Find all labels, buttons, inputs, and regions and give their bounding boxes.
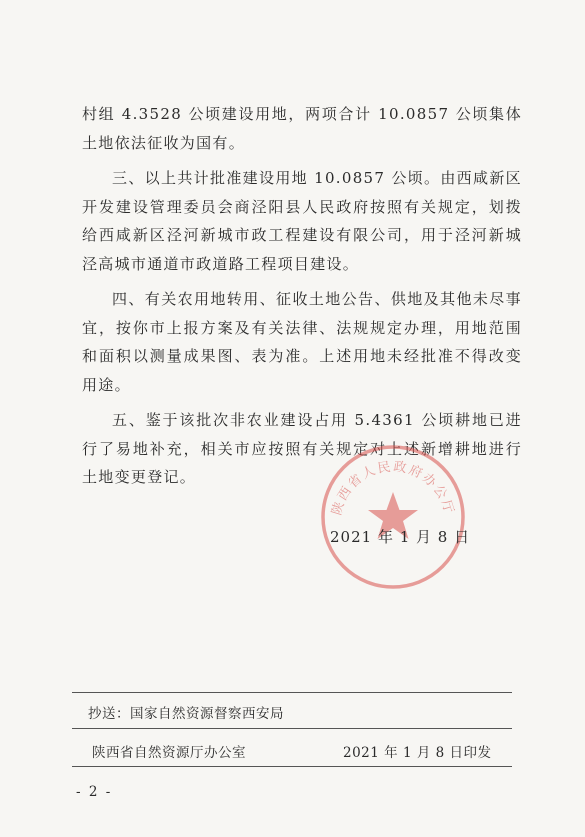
- paragraph-continuation: 村组 4.3528 公顷建设用地，两项合计 10.0857 公顷集体土地依法征收为国有。: [82, 105, 522, 152]
- document-date: 2021 年 1 月 8 日: [330, 528, 471, 546]
- document-body: [82, 100, 522, 499]
- cc-line: 抄送：国家自然资源督察西安局: [88, 706, 284, 722]
- divider-middle: [72, 728, 512, 729]
- issue-date: 2021 年 1 月 8 日印发: [343, 745, 492, 761]
- paragraph-4: 四、有关农用地转用、征收土地公告、供地及其他未尽事宜，按你市上报方案及有关法律、法规规定办理，用地范围和面积以测量成果图、表为准。上述用地未经批准不得改变用途。: [82, 290, 522, 394]
- divider-bottom: [72, 766, 512, 767]
- paragraph-5: 五、鉴于该批次非农业建设占用 5.4361 公顷耕地已进行了易地补充，相关市应按照有关规定对上述新增耕地进行土地变更登记。: [82, 411, 522, 486]
- paragraph-3: 三、以上共计批准建设用地 10.0857 公顷。由西咸新区开发建设管理委员会商泾阳县人民政府按照有关规定，划拨给西咸新区泾河新城市政工程建设有限公司，用于泾河新城泾高城市通道市政道路工程项目建设。: [82, 169, 522, 273]
- seal-text: 陕西省人民政府办公厅: [329, 459, 457, 518]
- page-number: - 2 -: [76, 784, 113, 800]
- divider-top: [72, 692, 512, 693]
- official-seal: [318, 442, 471, 592]
- issuing-office: 陕西省自然资源厅办公室: [92, 745, 246, 761]
